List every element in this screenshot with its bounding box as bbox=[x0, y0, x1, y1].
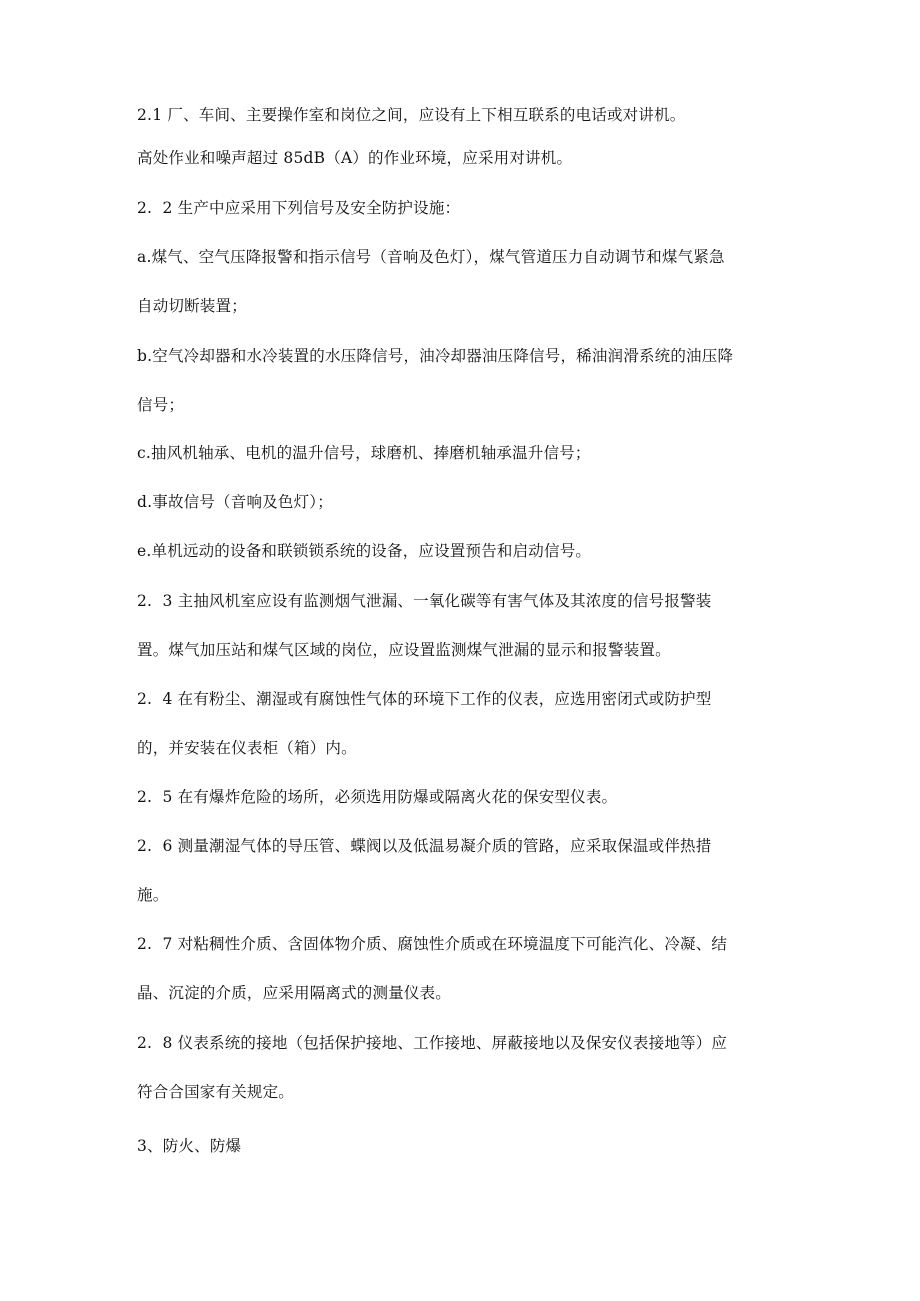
text-line: 2. 2 生产中应采用下列信号及安全防护设施： bbox=[137, 199, 461, 217]
text-line: 符合合国家有关规定。 bbox=[137, 1083, 295, 1101]
text-line: 2. 4 在有粉尘、潮湿或有腐蚀性气体的环境下工作的仪表，应选用密闭式或防护型 bbox=[137, 690, 712, 708]
text-line: 2. 3 主抽风机室应设有监测烟气泄漏、一氧化碳等有害气体及其浓度的信号报警装 bbox=[137, 592, 712, 610]
text-line: e.单机远动的设备和联锁锁系统的设备，应设置预告和启动信号。 bbox=[137, 542, 592, 560]
text-line: 的，并安装在仪表柜（箱）内。 bbox=[137, 739, 357, 757]
text-line: 信号； bbox=[137, 396, 185, 414]
text-line: b.空气冷却器和水冷装置的水压降信号，油冷却器油压降信号，稀油润滑系统的油压降 bbox=[137, 347, 734, 365]
text-line: d.事故信号（音响及色灯）； bbox=[137, 493, 333, 511]
text-line: 2. 8 仪表系统的接地（包括保护接地、工作接地、屏蔽接地以及保安仪表接地等）应 bbox=[137, 1034, 728, 1052]
text-line: 2. 6 测量潮湿气体的导压管、蝶阀以及低温易凝介质的管路，应采取保温或伴热措 bbox=[137, 837, 712, 855]
text-line: 高处作业和噪声超过 85dB（A）的作业环境，应采用对讲机。 bbox=[137, 149, 573, 167]
text-line: a.煤气、空气压降报警和指示信号（音响及色灯），煤气管道压力自动调节和煤气紧急 bbox=[137, 248, 725, 266]
text-line: c.抽风机轴承、电机的温升信号，球磨机、捧磨机轴承温升信号； bbox=[137, 444, 591, 462]
section-heading: 3、防火、防爆 bbox=[137, 1137, 242, 1155]
text-line: 施。 bbox=[137, 886, 169, 904]
text-line: 2.1 厂、车间、主要操作室和岗位之间，应设有上下相互联系的电话或对讲机。 bbox=[137, 106, 686, 124]
text-line: 2. 7 对粘稠性介质、含固体物介质、腐蚀性介质或在环境温度下可能汽化、冷凝、结 bbox=[137, 935, 728, 953]
text-line: 晶、沉淀的介质，应采用隔离式的测量仪表。 bbox=[137, 984, 452, 1002]
text-line: 置。煤气加压站和煤气区域的岗位，应设置监测煤气泄漏的显示和报警装置。 bbox=[137, 641, 671, 659]
text-line: 自动切断装置； bbox=[137, 297, 247, 315]
text-line: 2. 5 在有爆炸危险的场所，必须选用防爆或隔离火花的保安型仪表。 bbox=[137, 788, 618, 806]
